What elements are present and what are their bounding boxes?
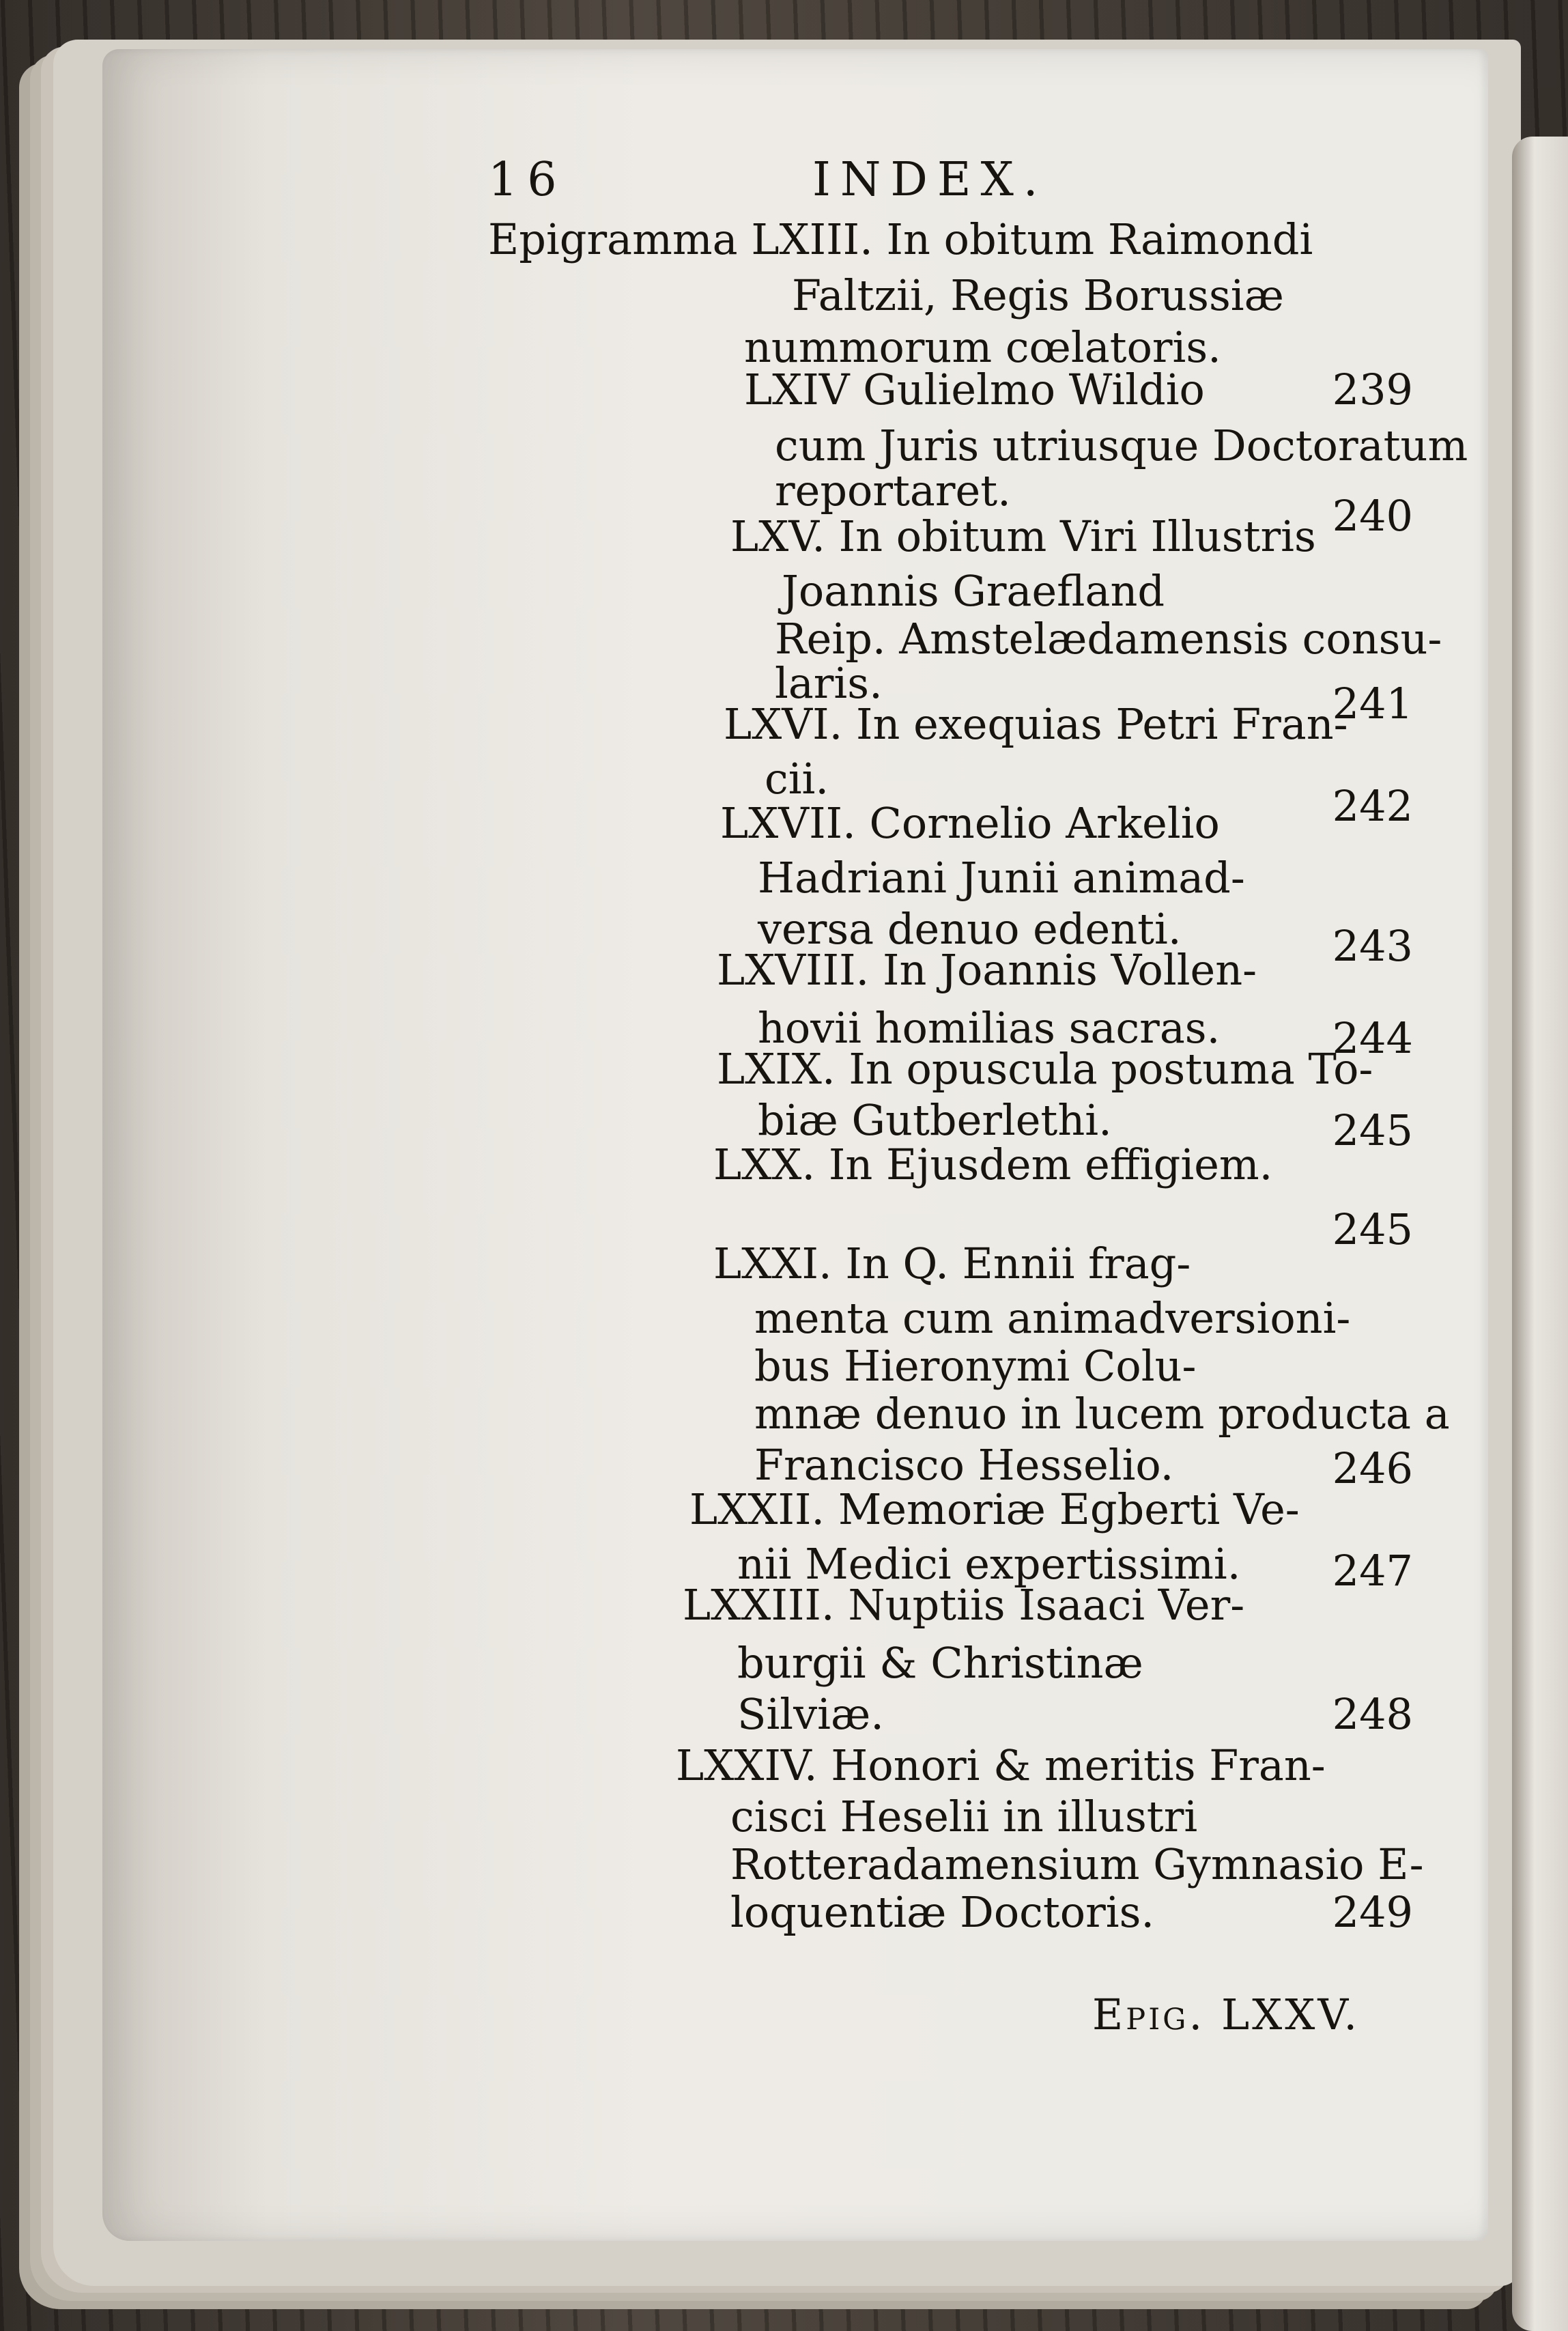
page-ref: 239 <box>1332 365 1413 414</box>
index-line: mnæ denuo in lucem producta a <box>754 1389 1450 1439</box>
index-line: Epigramma LXIII. In obitum Raimondi <box>488 214 1313 264</box>
index-line: menta cum animadversioni- <box>754 1293 1351 1343</box>
index-line: LXVI. In exequias Petri Fran- <box>724 699 1348 749</box>
index-line: cum Juris utriusque Doctoratum <box>775 421 1468 470</box>
index-line: LXVII. Cornelio Arkelio <box>720 798 1220 848</box>
page-ref: 242 <box>1332 781 1413 831</box>
index-line: LXXIII. Nuptiis Isaaci Ver- <box>683 1580 1245 1630</box>
page-ref: 247 <box>1332 1546 1413 1596</box>
catchword: Epig. LXXV. <box>1092 1990 1360 2039</box>
index-line: cisci Heselii in illustri <box>730 1792 1198 1841</box>
page-ref: 241 <box>1332 679 1413 729</box>
index-line: loquentiæ Doctoris. <box>730 1887 1155 1937</box>
page-ref: 243 <box>1332 921 1413 971</box>
index-line: Reip. Amstelædamensis consu- <box>775 614 1442 664</box>
index-line: laris. <box>775 658 883 708</box>
page-ref: 240 <box>1332 491 1413 541</box>
index-line: Joannis Graefland <box>782 566 1165 616</box>
index-line: LXVIII. In Joannis Vollen- <box>717 945 1257 995</box>
page-ref: 245 <box>1332 1204 1413 1254</box>
index-line: LXIX. In opuscula postuma To- <box>717 1044 1373 1094</box>
index-line: LXX. In Ejusdem effigiem. <box>713 1140 1273 1189</box>
page-title: INDEX. <box>812 153 1048 207</box>
index-line: reportaret. <box>775 466 1011 515</box>
index-line: Hadriani Junii animad- <box>758 853 1245 903</box>
index-line: LXXIV. Honori & meritis Fran- <box>676 1740 1326 1790</box>
index-line: nii Medici expertissimi. <box>737 1539 1241 1589</box>
index-line: Faltzii, Regis Borussiæ <box>792 270 1284 320</box>
index-line: biæ Gutberlethi. <box>758 1095 1112 1145</box>
index-line: Silviæ. <box>737 1689 884 1739</box>
page-ref: 249 <box>1332 1887 1413 1937</box>
index-line: cii. <box>765 754 829 804</box>
index-line: LXIV Gulielmo Wildio <box>744 365 1205 414</box>
page-ref: 244 <box>1332 1013 1413 1063</box>
page-number: 16 <box>488 153 567 207</box>
index-line: Rotteradamensium Gymnasio E- <box>730 1839 1424 1889</box>
index-line: Francisco Hesselio. <box>754 1440 1174 1490</box>
page-ref: 245 <box>1332 1105 1413 1155</box>
index-line: versa denuo edenti. <box>758 904 1182 954</box>
index-line: bus Hieronymi Colu- <box>754 1341 1197 1391</box>
page-ref: 246 <box>1332 1443 1413 1493</box>
index-line: LXXI. In Q. Ennii frag- <box>713 1239 1191 1288</box>
index-line: burgii & Christinæ <box>737 1638 1143 1688</box>
index-line: hovii homilias sacras. <box>758 1003 1221 1053</box>
index-line: LXV. In obitum Viri Illustris <box>730 511 1316 561</box>
index-line: LXXII. Memoriæ Egberti Ve- <box>689 1484 1300 1534</box>
page-ref: 248 <box>1332 1689 1413 1739</box>
index-line: nummorum cœlatoris. <box>744 322 1221 372</box>
